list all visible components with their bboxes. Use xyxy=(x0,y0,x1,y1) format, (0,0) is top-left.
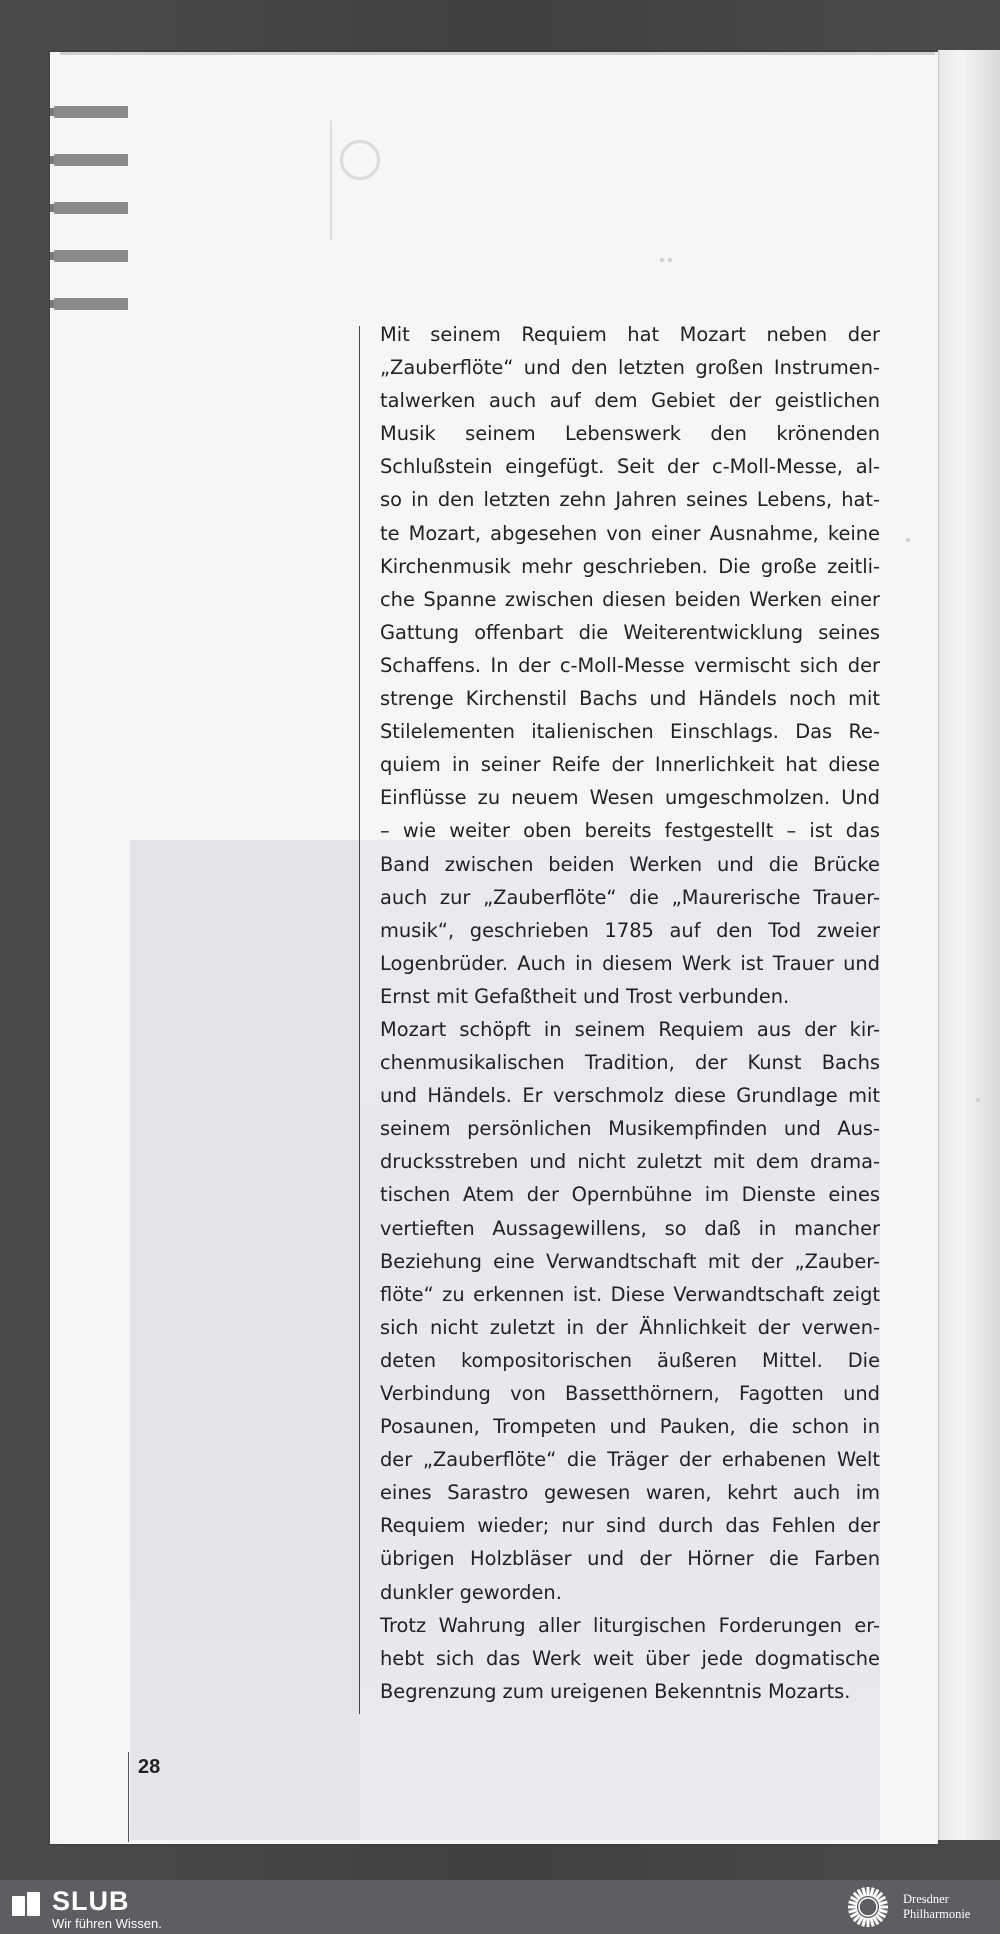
text-line: Schlußstein eingefügt. Seit der c-Moll-Messe, al- xyxy=(380,455,880,479)
page-top-edge xyxy=(60,52,935,55)
text-line: eines Sarastro gewesen waren, kehrt auch im xyxy=(380,1481,880,1505)
text-line: Ernst mit Gefaßtheit und Trost verbunden. xyxy=(380,984,790,1008)
show-through-logo-stroke xyxy=(330,120,332,240)
text-line: Stilelementen italienischen Einschlags. Das Re- xyxy=(380,720,880,744)
text-line: Gattung offenbart die Weiterentwicklung seines xyxy=(380,620,880,644)
text-line: musik“, geschrieben 1785 auf den Tod zweier xyxy=(380,918,880,942)
text-line: strenge Kirchenstil Bachs und Händels noch mit xyxy=(380,687,880,711)
text-line: sich nicht zuletzt in der Ähnlichkeit der verwen- xyxy=(380,1315,880,1339)
slub-book-icon xyxy=(12,1892,42,1916)
text-line: vertieften Aussagewillens, so daß in mancher xyxy=(380,1216,880,1240)
column-rule xyxy=(359,326,360,1714)
text-line: deten kompositorischen äußeren Mittel. Die xyxy=(380,1348,880,1372)
text-line: seinem persönlichen Musikempfinden und Aus- xyxy=(380,1117,880,1141)
dresdner-philharmonie-sunburst-icon[interactable] xyxy=(842,1884,894,1930)
text-line: che Spanne zwischen diesen beiden Werken einer xyxy=(380,587,880,611)
partner-name-line2: Philharmonie xyxy=(903,1907,971,1921)
text-line: dunkler geworden. xyxy=(380,1580,562,1604)
text-line: Mozart schöpft in seinem Requiem aus der kir- xyxy=(380,1017,880,1041)
index-tab xyxy=(54,202,128,214)
text-line: der „Zauberflöte“ die Träger der erhabenen Welt xyxy=(380,1448,880,1472)
page-number: 28 xyxy=(138,1756,161,1778)
text-line: flöte“ zu erkennen ist. Diese Verwandtschaft zeigt xyxy=(380,1282,880,1306)
show-through-photo-shade xyxy=(130,840,360,1840)
text-line: Kirchenmusik mehr geschrieben. Die große zeitli- xyxy=(380,554,880,578)
text-line: te Mozart, abgesehen von einer Ausnahme, keine xyxy=(380,521,880,545)
facing-page-edge xyxy=(938,50,1000,1840)
text-line: Musik seinem Lebenswerk den krönenden xyxy=(380,422,880,446)
text-line: Requiem wieder; nur sind durch das Fehlen der xyxy=(380,1514,880,1538)
text-line: – wie weiter oben bereits festgestellt – ist das xyxy=(380,819,880,843)
text-line: und Händels. Er verschmolz diese Grundlage mit xyxy=(380,1084,880,1108)
text-line: quiem in seiner Reife der Innerlichkeit hat diese xyxy=(380,753,880,777)
text-line: Verbindung von Bassetthörnern, Fagotten und xyxy=(380,1382,880,1405)
text-line: Band zwischen beiden Werken und die Brücke xyxy=(380,852,880,876)
text-line: Mit seinem Requiem hat Mozart neben der xyxy=(380,323,880,346)
text-line: tischen Atem der Opernbühne im Dienste eines xyxy=(380,1183,880,1207)
text-line: talwerken auch auf dem Gebiet der geistlichen xyxy=(380,389,880,413)
partner-name[interactable] xyxy=(903,1892,998,1922)
body-text xyxy=(380,318,880,1708)
text-line: Schaffens. In der c-Moll-Messe vermischt sich der xyxy=(380,653,880,677)
text-line: auch zur „Zauberflöte“ die „Maurerische Trauer- xyxy=(380,885,880,909)
footer-bar xyxy=(0,1880,1000,1934)
text-line: Einflüsse zu neuem Wesen umgeschmolzen. Und xyxy=(380,786,880,810)
text-line: hebt sich das Werk weit über jede dogmatische xyxy=(380,1646,880,1670)
speck xyxy=(668,258,672,262)
speck xyxy=(976,1098,980,1102)
partner-name-line1: Dresdner xyxy=(903,1892,949,1906)
index-tab xyxy=(54,298,128,310)
text-line: Beziehung eine Verwandtschaft mit der „Zauber- xyxy=(380,1249,880,1273)
text-line: Logenbrüder. Auch in diesem Werk ist Trauer und xyxy=(380,951,880,975)
text-line: Posaunen, Trompeten und Pauken, die schon in xyxy=(380,1415,880,1439)
text-line: drucksstreben und nicht zuletzt mit dem drama- xyxy=(380,1150,880,1174)
speck xyxy=(906,538,910,542)
folio-rule xyxy=(128,1752,129,1842)
text-line: Trotz Wahrung aller liturgischen Forderungen er- xyxy=(380,1613,880,1637)
show-through-logo xyxy=(130,100,410,260)
text-line: übrigen Holzbläser und der Hörner die Farben xyxy=(380,1547,880,1571)
text-line: „Zauberflöte“ und den letzten großen Instrumen- xyxy=(380,356,880,380)
text-line: so in den letzten zehn Jahren seines Lebens, hat- xyxy=(380,488,880,512)
index-tab xyxy=(54,250,128,262)
text-line: chenmusikalischen Tradition, der Kunst Bachs xyxy=(380,1051,880,1075)
library-name[interactable]: SLUB xyxy=(52,1886,130,1916)
index-tab xyxy=(54,154,128,166)
show-through-logo-circle xyxy=(340,140,380,180)
library-tagline: Wir führen Wissen. xyxy=(52,1916,162,1931)
text-line: Begrenzung zum ureigenen Bekenntnis Mozarts. xyxy=(380,1679,851,1703)
index-tab xyxy=(54,106,128,118)
speck xyxy=(660,258,664,262)
